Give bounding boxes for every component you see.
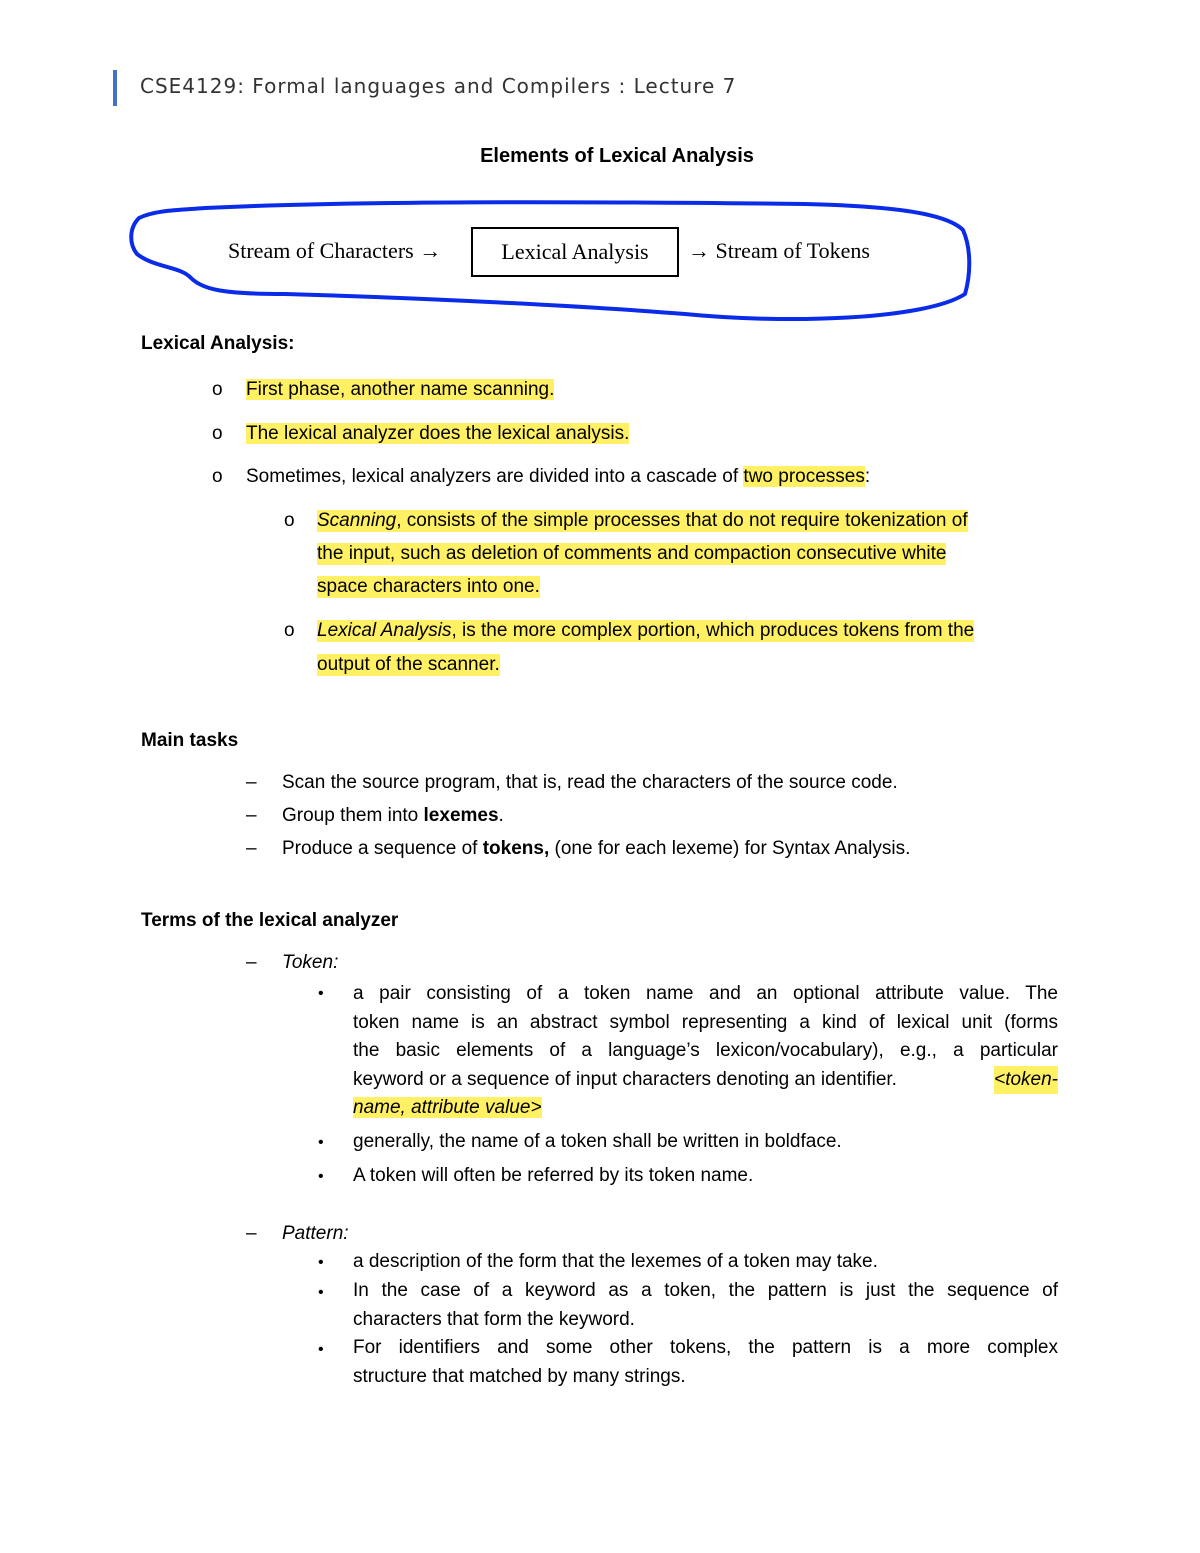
text-run: : [864, 466, 871, 487]
list-bullet: o [212, 466, 223, 487]
dash-bullet: – [246, 1223, 257, 1244]
text-run: Sometimes, lexical analyzers are divided into a cascade of [246, 466, 744, 487]
highlight-text: First phase, another name scanning. [246, 379, 555, 400]
list-item-line: output of the scanner. [317, 654, 500, 675]
list-bullet: o [284, 620, 295, 641]
highlight-text: name, attribute value> [353, 1097, 542, 1118]
highlight-text: two processes [743, 466, 865, 487]
term-italic: Lexical Analysis [317, 620, 452, 641]
text-line [353, 1066, 1058, 1095]
header-accent-bar [113, 70, 117, 106]
text-run: . [498, 805, 504, 826]
bold-term: tokens, [482, 838, 550, 859]
text-line: In the case of a keyword as a token, the pattern is just the sequence of [353, 1280, 1058, 1301]
dot-bullet: • [318, 1254, 324, 1271]
text-run: , is the more complex portion, which produces tokens from the [451, 620, 975, 641]
dash-bullet: – [246, 772, 257, 793]
list-bullet: o [212, 379, 223, 400]
section-heading-lexical-analysis: Lexical Analysis: [141, 333, 295, 354]
dot-bullet: • [318, 1134, 324, 1151]
list-item-scanning [317, 510, 968, 532]
section-heading-main-tasks: Main tasks [141, 730, 239, 751]
bold-term: lexemes [423, 805, 499, 826]
token-note: generally, the name of a token shall be written in boldface. [353, 1131, 842, 1152]
text-line: For identifiers and some other tokens, the pattern is a more complex [353, 1337, 1058, 1358]
list-bullet: o [212, 423, 223, 444]
text-line: token name is an abstract symbol representing a kind of lexical unit (forms [353, 1011, 1058, 1033]
pattern-note [353, 1277, 1058, 1334]
highlight-text: The lexical analyzer does the lexical analysis. [246, 423, 630, 444]
dot-bullet: • [318, 985, 324, 1002]
pattern-note: a description of the form that the lexemes of a token may take. [353, 1251, 878, 1272]
term-label-token [282, 952, 338, 974]
dot-bullet: • [318, 1341, 324, 1358]
dash-bullet: – [246, 838, 257, 859]
list-item [246, 466, 870, 488]
list-item-line: the input, such as deletion of comments and compaction consecutive white [317, 543, 947, 564]
text-run: Group them into [282, 805, 424, 826]
text-line: a pair consisting of a token name and an optional attribute value. The [353, 983, 1058, 1004]
text-line [353, 1094, 1058, 1123]
token-note: A token will often be referred by its token name. [353, 1165, 754, 1186]
flow-input-label: Stream of Characters → [228, 238, 442, 263]
pattern-note [353, 1334, 1058, 1391]
page-header: CSE4129: Formal languages and Compilers : Lecture 7 [140, 74, 737, 98]
text-line: structure that matched by many strings. [353, 1365, 686, 1387]
text-line: characters that form the keyword. [353, 1308, 635, 1330]
flow-process-label: Lexical Analysis [501, 239, 649, 264]
list-item [246, 379, 554, 401]
token-definition [353, 980, 1058, 1123]
task-item [282, 805, 504, 827]
flow-output-label: → Stream of Tokens [688, 238, 870, 263]
list-item-lexical-analysis [317, 620, 974, 642]
term-italic: Token: [282, 952, 339, 973]
term-italic: Pattern: [282, 1223, 349, 1244]
dot-bullet: • [318, 1168, 324, 1185]
section-heading-terms: Terms of the lexical analyzer [141, 910, 399, 931]
flow-process-box [471, 227, 679, 277]
highlight-text: <token- [994, 1066, 1058, 1095]
text-line: the basic elements of a language’s lexicon/vocabulary), e.g., a particular [353, 1040, 1058, 1061]
text-run: (one for each lexeme) for Syntax Analysis. [549, 838, 911, 859]
task-item [282, 838, 910, 860]
text-run: keyword or a sequence of input characters denoting an identifier. [353, 1068, 897, 1090]
dot-bullet: • [318, 1284, 324, 1301]
text-run: Produce a sequence of [282, 838, 483, 859]
list-item-line: space characters into one. [317, 576, 540, 597]
dash-bullet: – [246, 952, 257, 973]
term-label-pattern [282, 1223, 349, 1245]
page-title: Elements of Lexical Analysis [480, 145, 754, 167]
text-run: , consists of the simple processes that do not require tokenization of [396, 510, 968, 531]
list-bullet: o [284, 510, 295, 531]
task-item: Scan the source program, that is, read the characters of the source code. [282, 772, 898, 793]
term-italic: Scanning [317, 510, 397, 531]
dash-bullet: – [246, 805, 257, 826]
list-item [246, 423, 629, 445]
